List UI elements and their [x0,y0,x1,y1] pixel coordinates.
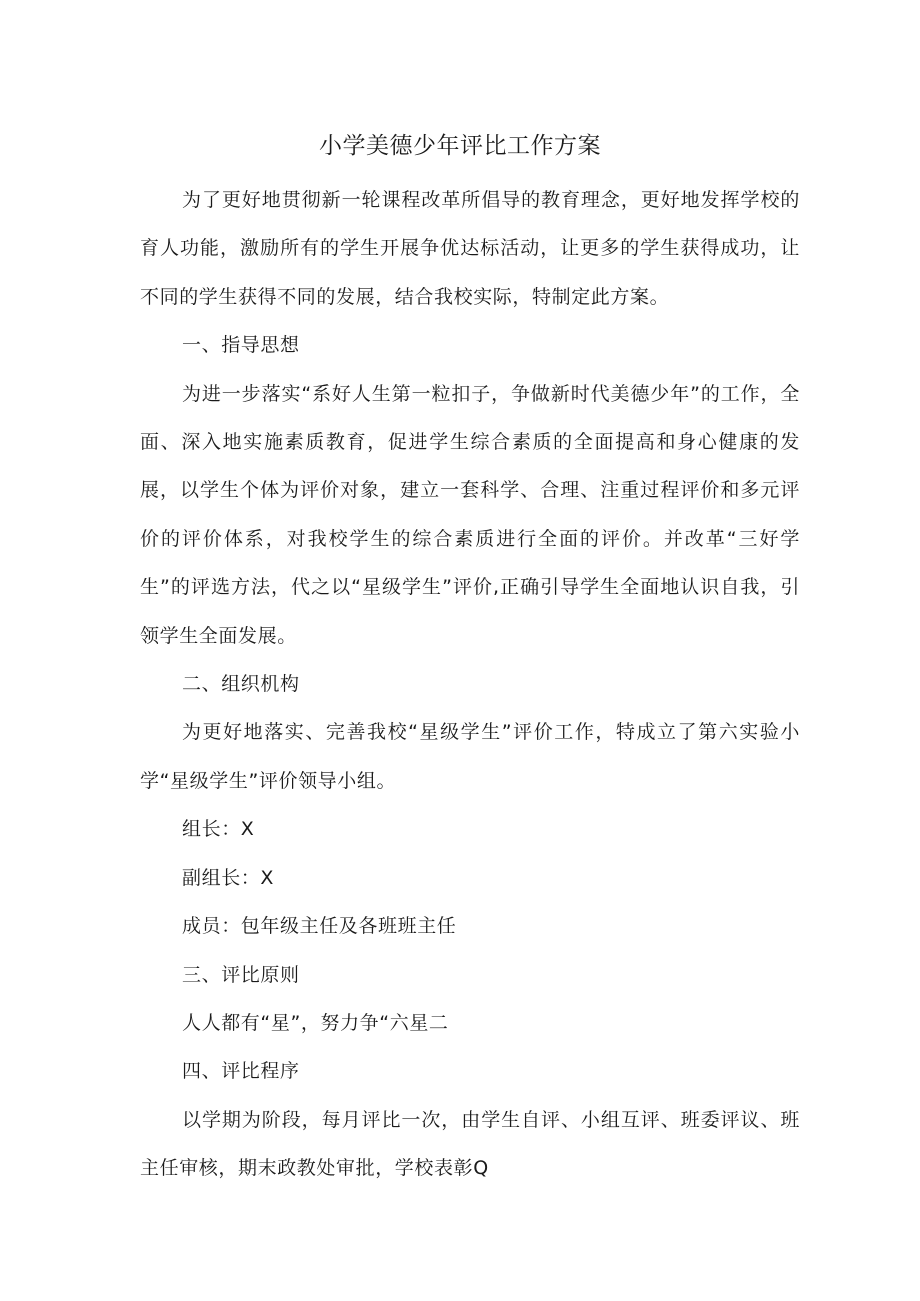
section-heading-guiding-thought: 一、指导思想 [182,334,300,357]
deputy-leader-line: 副组长：X [182,866,275,889]
section-heading-procedure: 四、评比程序 [182,1060,300,1083]
section-heading-organization: 二、组织机构 [182,673,300,696]
members-line: 成员：包年级主任及各班班主任 [182,915,457,938]
organization-paragraph: 为更好地落实、完善我校“星级学生”评价工作，特成立了第六实验小学“星级学生”评价领导小组。 [140,721,800,792]
document-title: 小学美德少年评比工作方案 [319,133,601,159]
guiding-thought-paragraph: 为进一步落实“系好人生第一粒扣子，争做新时代美德少年”的工作，全面、深入地实施素质教育，促进学生综合素质的全面提高和身心健康的发展，以学生个体为评价对象，建立一套科学、合理、注重过程评价和多元评价的评价体系，对我校学生的综合素质进行全面的评价。并改革“三好学生”的评选方法，代之以“星级学生”评价,正确引导学生全面地认识自我，引领学生全面发展。 [140,382,800,647]
intro-paragraph: 为了更好地贯彻新一轮课程改革所倡导的教育理念，更好地发挥学校的育人功能，激励所有的学生开展争优达标活动，让更多的学生获得成功，让不同的学生获得不同的发展，结合我校实际，特制定此方案。 [140,189,800,308]
principles-paragraph: 人人都有“星”，努力争“六星二 [182,1011,449,1034]
procedure-paragraph: 以学期为阶段，每月评比一次，由学生自评、小组互评、班委评议、班主任审核，期末政教处审批，学校表彰Q [140,1108,800,1180]
group-leader-line: 组长：X [182,818,255,841]
section-heading-principles: 三、评比原则 [182,963,300,986]
document-body [140,176,800,1193]
